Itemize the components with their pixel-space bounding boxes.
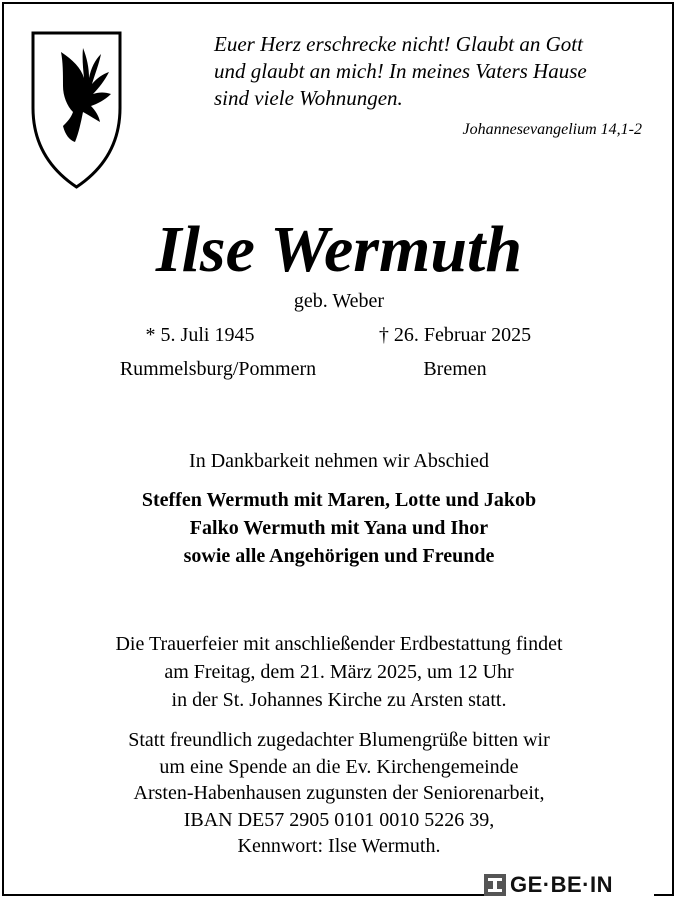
donation-line: Arsten-Habenhausen zugunsten der Seniorenarbeit,	[133, 782, 545, 804]
ceremony-line: Die Trauerfeier mit anschließender Erdbestattung findet	[115, 633, 563, 655]
ceremony-line: am Freitag, dem 21. März 2025, um 12 Uhr	[164, 661, 514, 683]
death-place: Bremen	[423, 358, 487, 380]
mourner-line: sowie alle Angehörigen und Freunde	[183, 545, 495, 567]
mourner-line: Steffen Wermuth mit Maren, Lotte und Jakob	[141, 489, 537, 511]
mourner-line: Falko Wermuth mit Yana und Ihor	[189, 517, 489, 539]
ceremony-line: in der St. Johannes Kirche zu Arsten statt.	[171, 689, 507, 711]
maiden-name: geb. Weber	[293, 290, 385, 312]
birth-date: * 5. Juli 1945	[145, 324, 255, 346]
ceremony-info	[0, 630, 678, 714]
quote-line: Euer Herz erschrecke nicht! Glaubt an Gott	[214, 32, 583, 56]
farewell-text: In Dankbarkeit nehmen wir Abschied	[189, 450, 489, 472]
donation-line: IBAN DE57 2905 0101 0010 5226 39,	[183, 808, 495, 831]
gebein-logo-icon	[484, 874, 506, 896]
birth-place: Rummelsburg/Pommern	[119, 358, 317, 380]
antler-crest-icon	[29, 30, 124, 190]
quote-reference: Johannesevangelium 14,1-2	[462, 121, 642, 138]
donation-info	[0, 727, 678, 860]
quote-line: und glaubt an mich! In meines Vaters Hause	[214, 59, 587, 83]
donation-line: Kennwort: Ilse Wermuth.	[237, 835, 441, 857]
publisher-logo	[484, 870, 654, 900]
death-date: † 26. Februar 2025	[378, 324, 532, 346]
deceased-name: Ilse Wermuth	[155, 213, 523, 286]
quote-line: sind viele Wohnungen.	[214, 86, 403, 110]
donation-line: Statt freundlich zugedachter Blumengrüße bitten wir	[128, 729, 550, 751]
mourners-list	[0, 486, 678, 570]
bible-quote	[214, 31, 654, 112]
publisher-logo-text: GE·BE·IN	[510, 872, 613, 897]
donation-line: um eine Spende an die Ev. Kirchengemeinde	[159, 755, 519, 778]
